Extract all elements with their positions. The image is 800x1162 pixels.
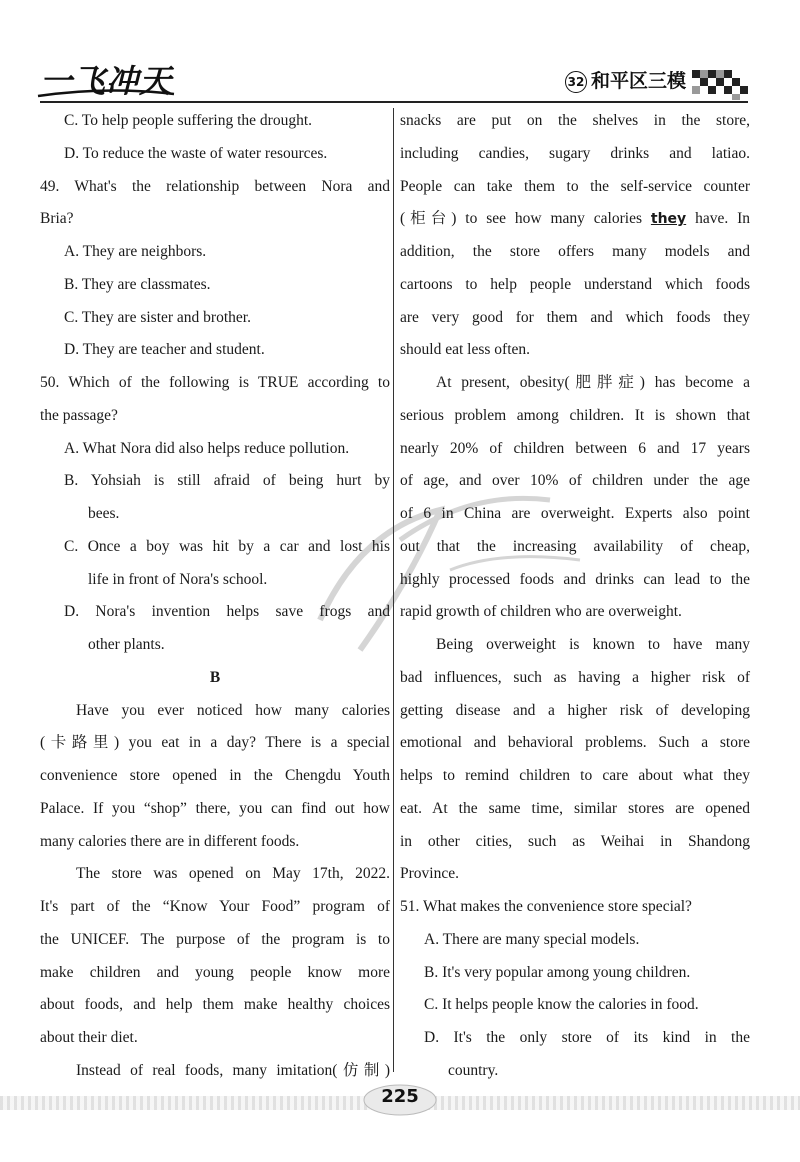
right-column-line: People can take them to the self-service counter: [400, 177, 750, 195]
right-column-line: of age, and over 10% of children under the age: [400, 472, 750, 490]
right-column-line: nearly 20% of children between 6 and 17 years: [400, 439, 750, 457]
page-footer: [0, 1076, 800, 1136]
text-segment: have. In: [686, 210, 750, 228]
right-column-line: rapid growth of children who are overweight.: [400, 603, 682, 621]
left-column-line: Instead of real foods, many imitation(仿制): [76, 1061, 390, 1079]
right-column-line: B. It's very popular among young children.: [424, 963, 691, 981]
right-column-line: country.: [448, 1061, 499, 1079]
left-column-line: 49. What's the relationship between Nora and: [40, 177, 390, 195]
right-column-line: getting disease and a higher risk of developing: [400, 701, 750, 719]
swoosh-icon: [36, 88, 176, 100]
right-column-line: in other cities, such as Weihai in Shandong: [400, 832, 750, 850]
right-column-line: cartoons to help people understand which foods: [400, 275, 750, 293]
brand-logo: 一飞冲天: [40, 62, 173, 100]
right-column-line: highly processed foods and drinks can lead to the: [400, 570, 750, 588]
right-column-line: including candies, sugary drinks and latiao.: [400, 144, 750, 162]
left-column-line: the UNICEF. The purpose of the program is to: [40, 930, 390, 948]
page-number: 225: [381, 1086, 419, 1107]
left-column-line: A. What Nora did also helps reduce pollution.: [64, 439, 350, 457]
right-column-line: At present, obesity(肥胖症) has become a: [436, 374, 750, 391]
left-column-line: many calories there are in different foods.: [40, 832, 300, 850]
exam-title: [565, 66, 686, 93]
right-column-line: 51. What makes the convenience store special?: [400, 898, 692, 915]
right-column-line: D. It's the only store of its kind in the: [424, 1029, 750, 1046]
right-column-line: helps to remind children to care about what they: [400, 767, 750, 784]
left-column-line: Bria?: [40, 210, 74, 228]
right-column-line: eat. At the same time, similar stores are opened: [400, 799, 750, 817]
left-column-line: about foods, and help them make healthy choices: [40, 996, 390, 1014]
right-column-line: should eat less often.: [400, 341, 531, 359]
right-column-line: emotional and behavioral problems. Such a store: [400, 734, 750, 752]
left-column-line: the passage?: [40, 406, 118, 424]
left-column-line: B. They are classmates.: [64, 275, 211, 293]
left-column-line: Palace. If you “shop” there, you can find out how: [40, 799, 390, 817]
left-column-line: B. Yohsiah is still afraid of being hurt by: [64, 472, 390, 490]
left-column-line: bees.: [88, 505, 120, 522]
left-column-line: The store was opened on May 17th, 2022.: [76, 865, 390, 883]
right-column-line: snacks are put on the shelves in the store,: [400, 112, 750, 129]
left-column-line: about their diet.: [40, 1029, 138, 1046]
left-column-line: Have you ever noticed how many calories: [76, 701, 390, 719]
exam-title-text: 和平区三模: [591, 70, 687, 92]
left-column-line: D. To reduce the waste of water resources.: [64, 144, 328, 162]
right-column-line: out that the increasing availability of cheap,: [400, 537, 750, 555]
left-column-line: 50. Which of the following is TRUE according to: [40, 374, 390, 391]
right-column-line: addition, the store offers many models and: [400, 243, 750, 260]
left-column-line: A. They are neighbors.: [64, 243, 207, 260]
left-column-line: (卡路里) you eat in a day? There is a special: [40, 734, 390, 752]
page-header: [0, 0, 800, 110]
text-segment: (柜台) to see how many calories: [400, 210, 651, 228]
checker-pattern-icon: [692, 70, 748, 100]
left-column-line: life in front of Nora's school.: [88, 570, 268, 588]
right-column-line: serious problem among children. It is shown that: [400, 406, 750, 424]
left-column-line: B: [209, 668, 221, 686]
right-column-line: [400, 208, 750, 230]
left-column-line: C. To help people suffering the drought.: [64, 112, 313, 129]
header-rule: [40, 101, 748, 103]
right-column-line: Being overweight is known to have many: [436, 636, 750, 653]
left-column-line: convenience store opened in the Chengdu Youth: [40, 767, 390, 784]
left-column-line: D. They are teacher and student.: [64, 341, 265, 359]
right-column-line: C. It helps people know the calories in food.: [424, 996, 699, 1014]
right-column-line: bad influences, such as having a higher risk of: [400, 668, 750, 686]
left-column-line: It's part of the “Know Your Food” program of: [40, 898, 390, 915]
left-column-line: C. They are sister and brother.: [64, 308, 251, 326]
right-column-line: are very good for them and which foods they: [400, 308, 750, 326]
right-column-line: of 6 in China are overweight. Experts also point: [400, 505, 750, 522]
left-column-line: make children and young people know more: [40, 963, 390, 981]
left-column-line: C. Once a boy was hit by a car and lost his: [64, 537, 390, 555]
underlined-word: they: [650, 211, 687, 228]
exam-number-badge: 32: [565, 71, 587, 93]
right-column-line: Province.: [400, 865, 459, 883]
right-column-line: A. There are many special models.: [424, 930, 640, 948]
left-column-line: other plants.: [88, 636, 165, 653]
left-column-line: D. Nora's invention helps save frogs and: [64, 603, 390, 621]
